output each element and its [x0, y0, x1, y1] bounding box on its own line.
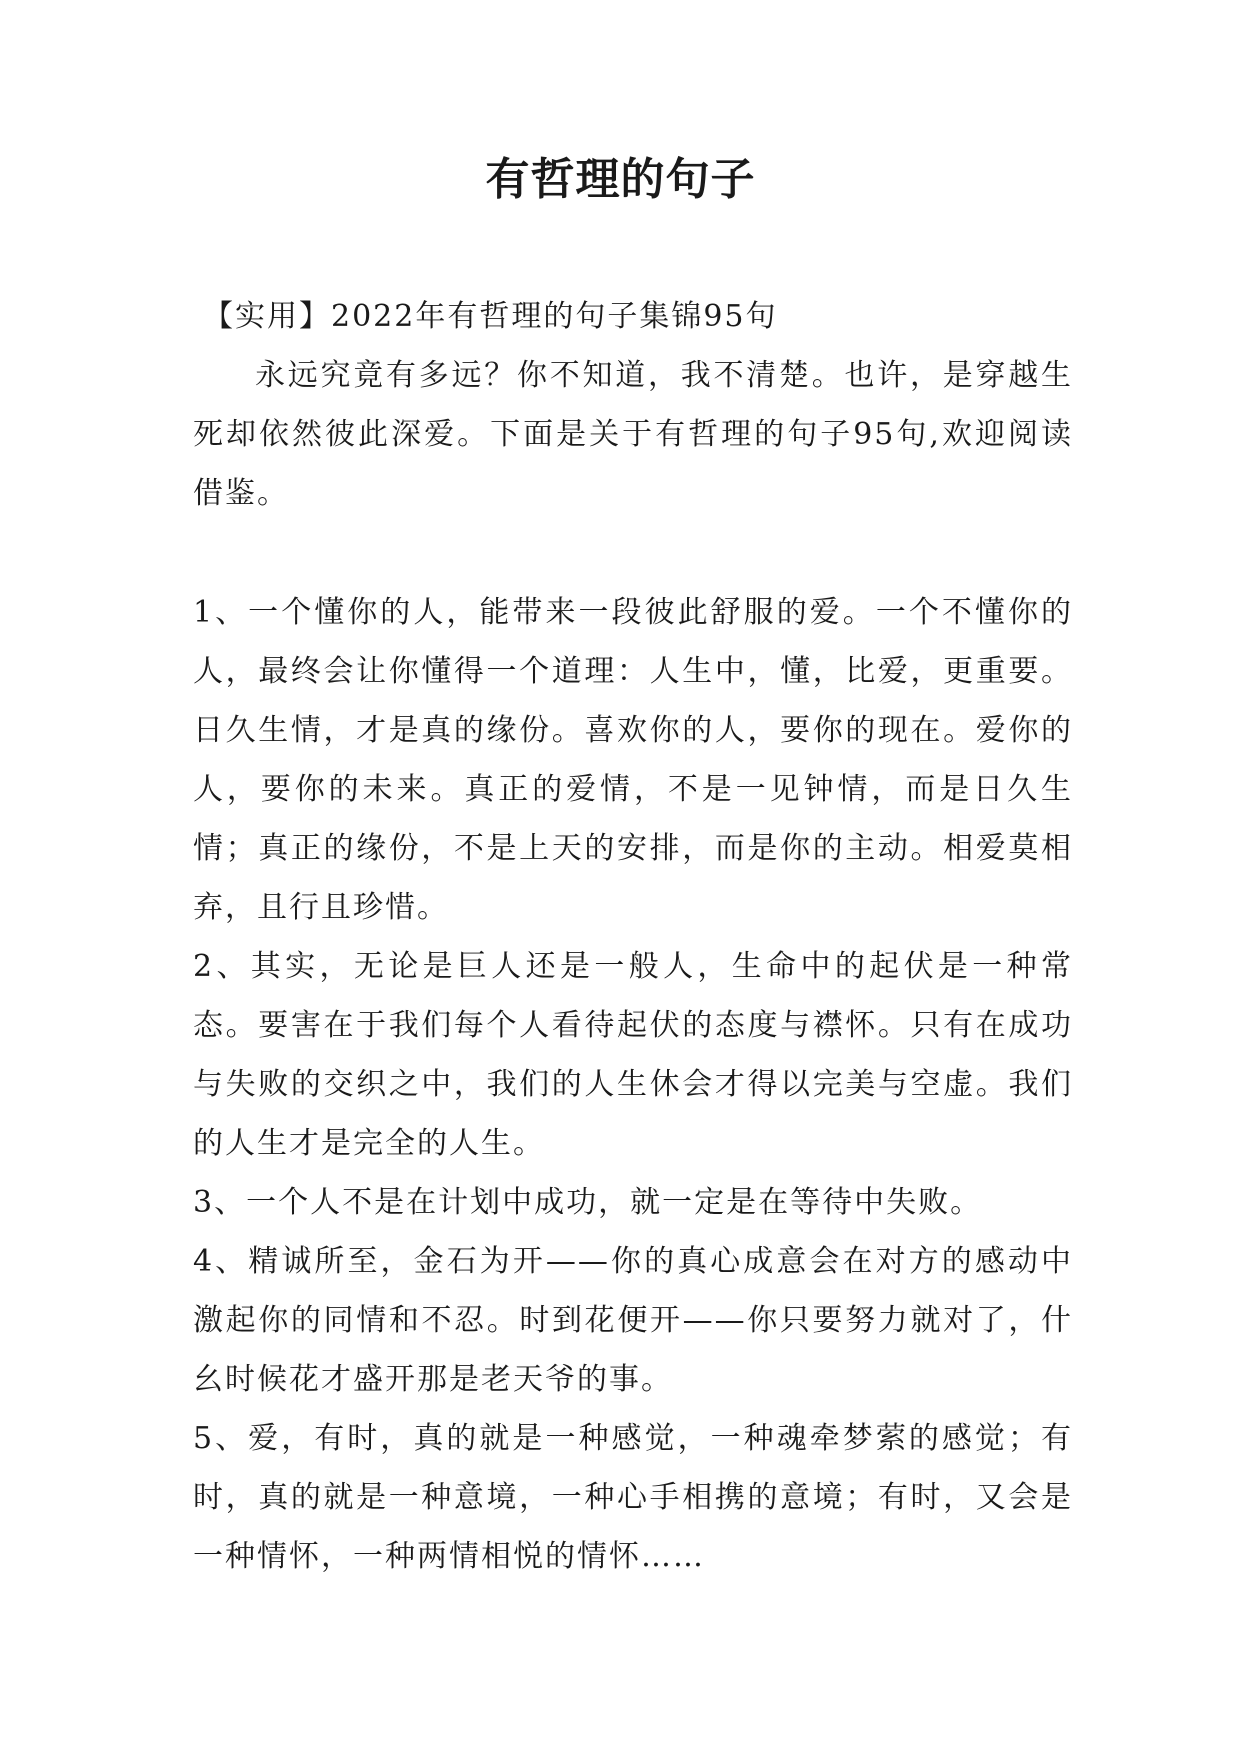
intro-paragraph: 永远究竟有多远？你不知道，我不清楚。也许，是穿越生死却依然彼此深爱。下面是关于有哲理的句子95句,欢迎阅读借鉴。: [193, 358, 1073, 511]
document-subtitle: 【实用】2022年有哲理的句子集锦95句: [203, 299, 778, 334]
list-item: 2、其实，无论是巨人还是一般人，生命中的起伏是一种常态。要害在于我们每个人看待起伏的态度与襟怀。只有在成功与失败的交织之中，我们的人生休会才得以完美与空虚。我们的人生才是完全的人生。: [193, 949, 1073, 1161]
list-item: 1、一个懂你的人，能带来一段彼此舒服的爱。一个不懂你的人，最终会让你懂得一个道理：人生中，懂，比爱，更重要。日久生情，才是真的缘份。喜欢你的人，要你的现在。爱你的人，要你的未来。真正的爱情，不是一见钟情，而是日久生情；真正的缘份，不是上天的安排，而是你的主动。相爱莫相弃，且行且珍惜。: [193, 595, 1073, 925]
list-item: 4、精诚所至，金石为开——你的真心成意会在对方的感动中激起你的同情和不忍。时到花便开——你只要努力就对了，什幺时候花才盛开那是老天爷的事。: [193, 1244, 1073, 1397]
paragraph-spacer: [193, 523, 1073, 583]
document-title: 有哲理的句子: [485, 154, 756, 205]
list-item: 5、爱，有时，真的就是一种感觉，一种魂牵梦萦的感觉；有时，真的就是一种意境，一种心手相携的意境；有时，又会是一种情怀，一种两情相悦的情怀……: [193, 1421, 1073, 1574]
document-body: [193, 287, 1073, 1586]
list-item: 3、一个人不是在计划中成功，就一定是在等待中失败。: [193, 1185, 983, 1220]
